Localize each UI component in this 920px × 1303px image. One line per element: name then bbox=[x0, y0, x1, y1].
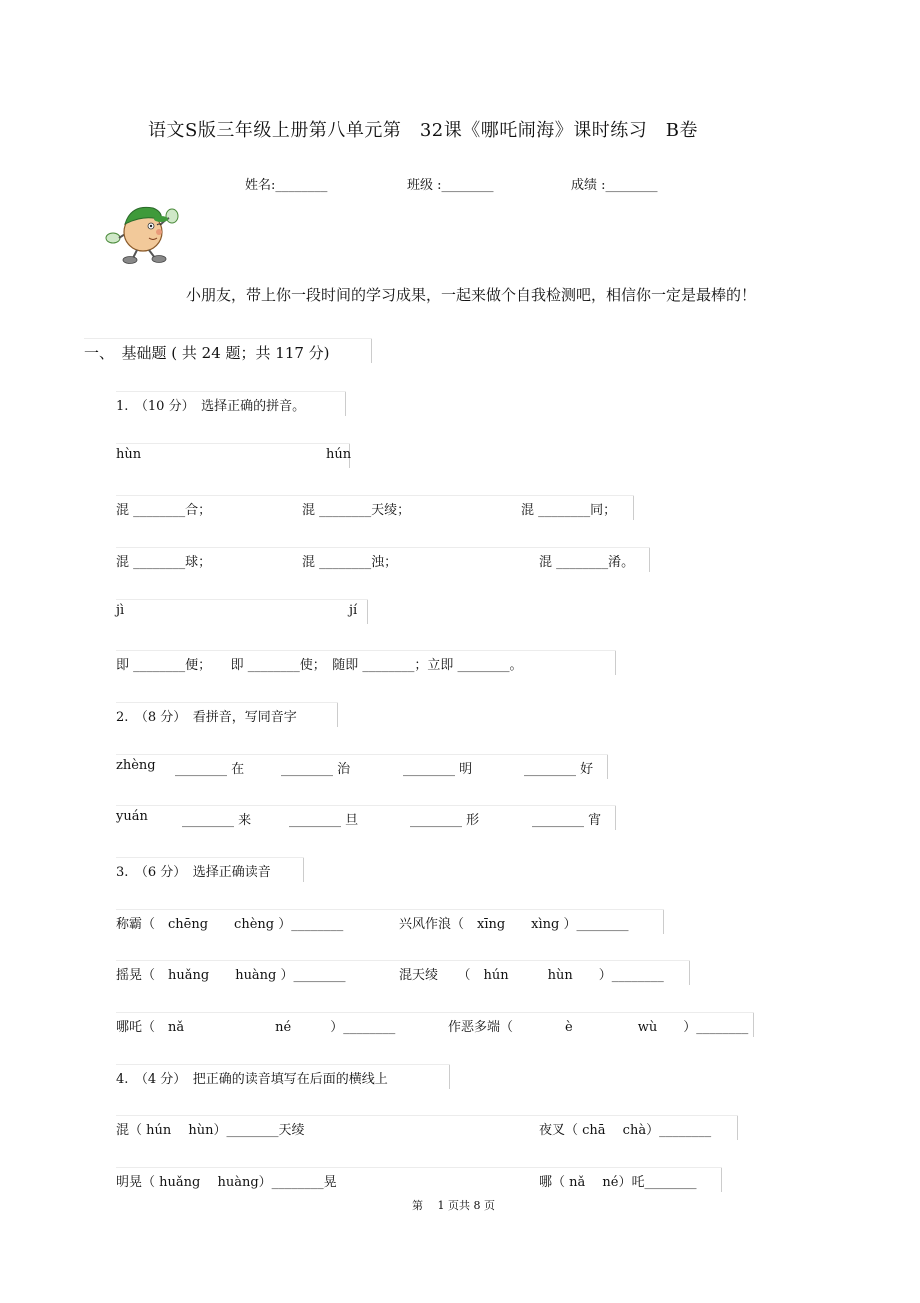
q2-pinyin-yuan: yuán bbox=[116, 809, 148, 824]
q1-blank-6[interactable]: 混 ________淆。 bbox=[539, 555, 635, 570]
q3-item-xingfeng[interactable]: 兴风作浪（ xīng xìng ）________ bbox=[399, 917, 629, 932]
name-field-label: 姓名:________ bbox=[245, 178, 328, 193]
intro-text: 小朋友，带上你一段时间的学习成果，一起来做个自我检测吧，相信你一定是最棒的！ bbox=[186, 286, 757, 304]
mascot-illustration bbox=[105, 200, 185, 266]
q3-row-3 bbox=[116, 1016, 754, 1036]
q2-blank-8[interactable]: ________ 宵 bbox=[532, 813, 602, 828]
question-1-row bbox=[116, 395, 346, 415]
q1-blank-2[interactable]: 混 ________天绫； bbox=[302, 503, 411, 518]
q2-blank-7[interactable]: ________ 形 bbox=[410, 813, 480, 828]
q2-pinyin-zheng: zhèng bbox=[116, 758, 156, 773]
page-number-footer: 第 1 页共 8 页 bbox=[412, 1199, 495, 1212]
q2-blank-3[interactable]: ________ 明 bbox=[403, 762, 473, 777]
question-3-row bbox=[116, 861, 304, 881]
q4-item-yecha[interactable]: 夜叉（ chā chà）________ bbox=[539, 1123, 712, 1138]
q1-pinyin-row-b bbox=[116, 603, 368, 623]
question-3-title: 3. （6 分） 选择正确读音 bbox=[116, 865, 271, 880]
section-heading-row bbox=[84, 342, 372, 362]
question-4-row bbox=[116, 1068, 450, 1088]
q2-blank-6[interactable]: ________ 旦 bbox=[289, 813, 359, 828]
question-2-row bbox=[116, 706, 338, 726]
q2-row-1 bbox=[116, 758, 608, 778]
q1-pinyin-ji2: jí bbox=[349, 603, 358, 618]
q1-blank-5[interactable]: 混 ________浊； bbox=[302, 555, 398, 570]
q1-blank-3[interactable]: 混 ________同； bbox=[521, 503, 617, 518]
q1-blank-4[interactable]: 混 ________球； bbox=[116, 555, 212, 570]
q4-row-1 bbox=[116, 1119, 738, 1139]
q2-blank-4[interactable]: ________ 好 bbox=[524, 762, 594, 777]
q3-item-zuoe[interactable]: 作恶多端（ è wù ）________ bbox=[448, 1020, 749, 1035]
q3-item-chengba[interactable]: 称霸（ chēng chèng ）________ bbox=[116, 917, 344, 932]
q1-blank-1[interactable]: 混 ________合； bbox=[116, 503, 212, 518]
q1-pinyin-hun2: hún bbox=[326, 447, 352, 462]
q3-row-1 bbox=[116, 913, 664, 933]
q1-row-2 bbox=[116, 551, 650, 571]
q1-blank-row-3[interactable]: 即 ________便； 即 ________使； 随即 ________；立即 ________。 bbox=[116, 658, 523, 673]
q2-blank-5[interactable]: ________ 来 bbox=[182, 813, 252, 828]
q3-item-nezha[interactable]: 哪吒（ nǎ né ）________ bbox=[116, 1020, 396, 1035]
q4-item-nezha[interactable]: 哪（ nǎ né）吒________ bbox=[539, 1175, 697, 1190]
q1-pinyin-row-a bbox=[116, 447, 350, 467]
page-title: 语文S版三年级上册第八单元第 32课《哪吒闹海》课时练习 B卷 bbox=[148, 120, 698, 141]
class-field-label: 班级 :________ bbox=[407, 178, 494, 193]
q2-blank-2[interactable]: ________ 治 bbox=[281, 762, 351, 777]
q3-item-huntianling[interactable]: 混天绫 （ hún hùn ）________ bbox=[399, 968, 664, 983]
q4-item-minghuang[interactable]: 明晃（ huǎng huàng）________晃 bbox=[116, 1175, 337, 1190]
q3-row-2 bbox=[116, 964, 690, 984]
question-1-title: 1. （10 分） 选择正确的拼音。 bbox=[116, 399, 306, 414]
q4-row-2 bbox=[116, 1171, 722, 1191]
q1-row-3 bbox=[116, 654, 616, 674]
q2-blank-1[interactable]: ________ 在 bbox=[175, 762, 245, 777]
question-2-title: 2. （8 分） 看拼音，写同音字 bbox=[116, 710, 297, 725]
q2-row-2 bbox=[116, 809, 616, 829]
q1-pinyin-hun4: hùn bbox=[116, 447, 142, 462]
q3-item-yaohuang[interactable]: 摇晃（ huǎng huàng ）________ bbox=[116, 968, 346, 983]
q4-item-huntianling[interactable]: 混（ hún hùn）________天绫 bbox=[116, 1123, 305, 1138]
q1-pinyin-ji4: jì bbox=[116, 603, 125, 618]
question-4-title: 4. （4 分） 把正确的读音填写在后面的横线上 bbox=[116, 1072, 388, 1087]
section-heading: 一、 基础题 ( 共 24 题；共 117 分) bbox=[84, 344, 330, 362]
q1-row-1 bbox=[116, 499, 634, 519]
score-field-label: 成绩 :________ bbox=[571, 178, 658, 193]
